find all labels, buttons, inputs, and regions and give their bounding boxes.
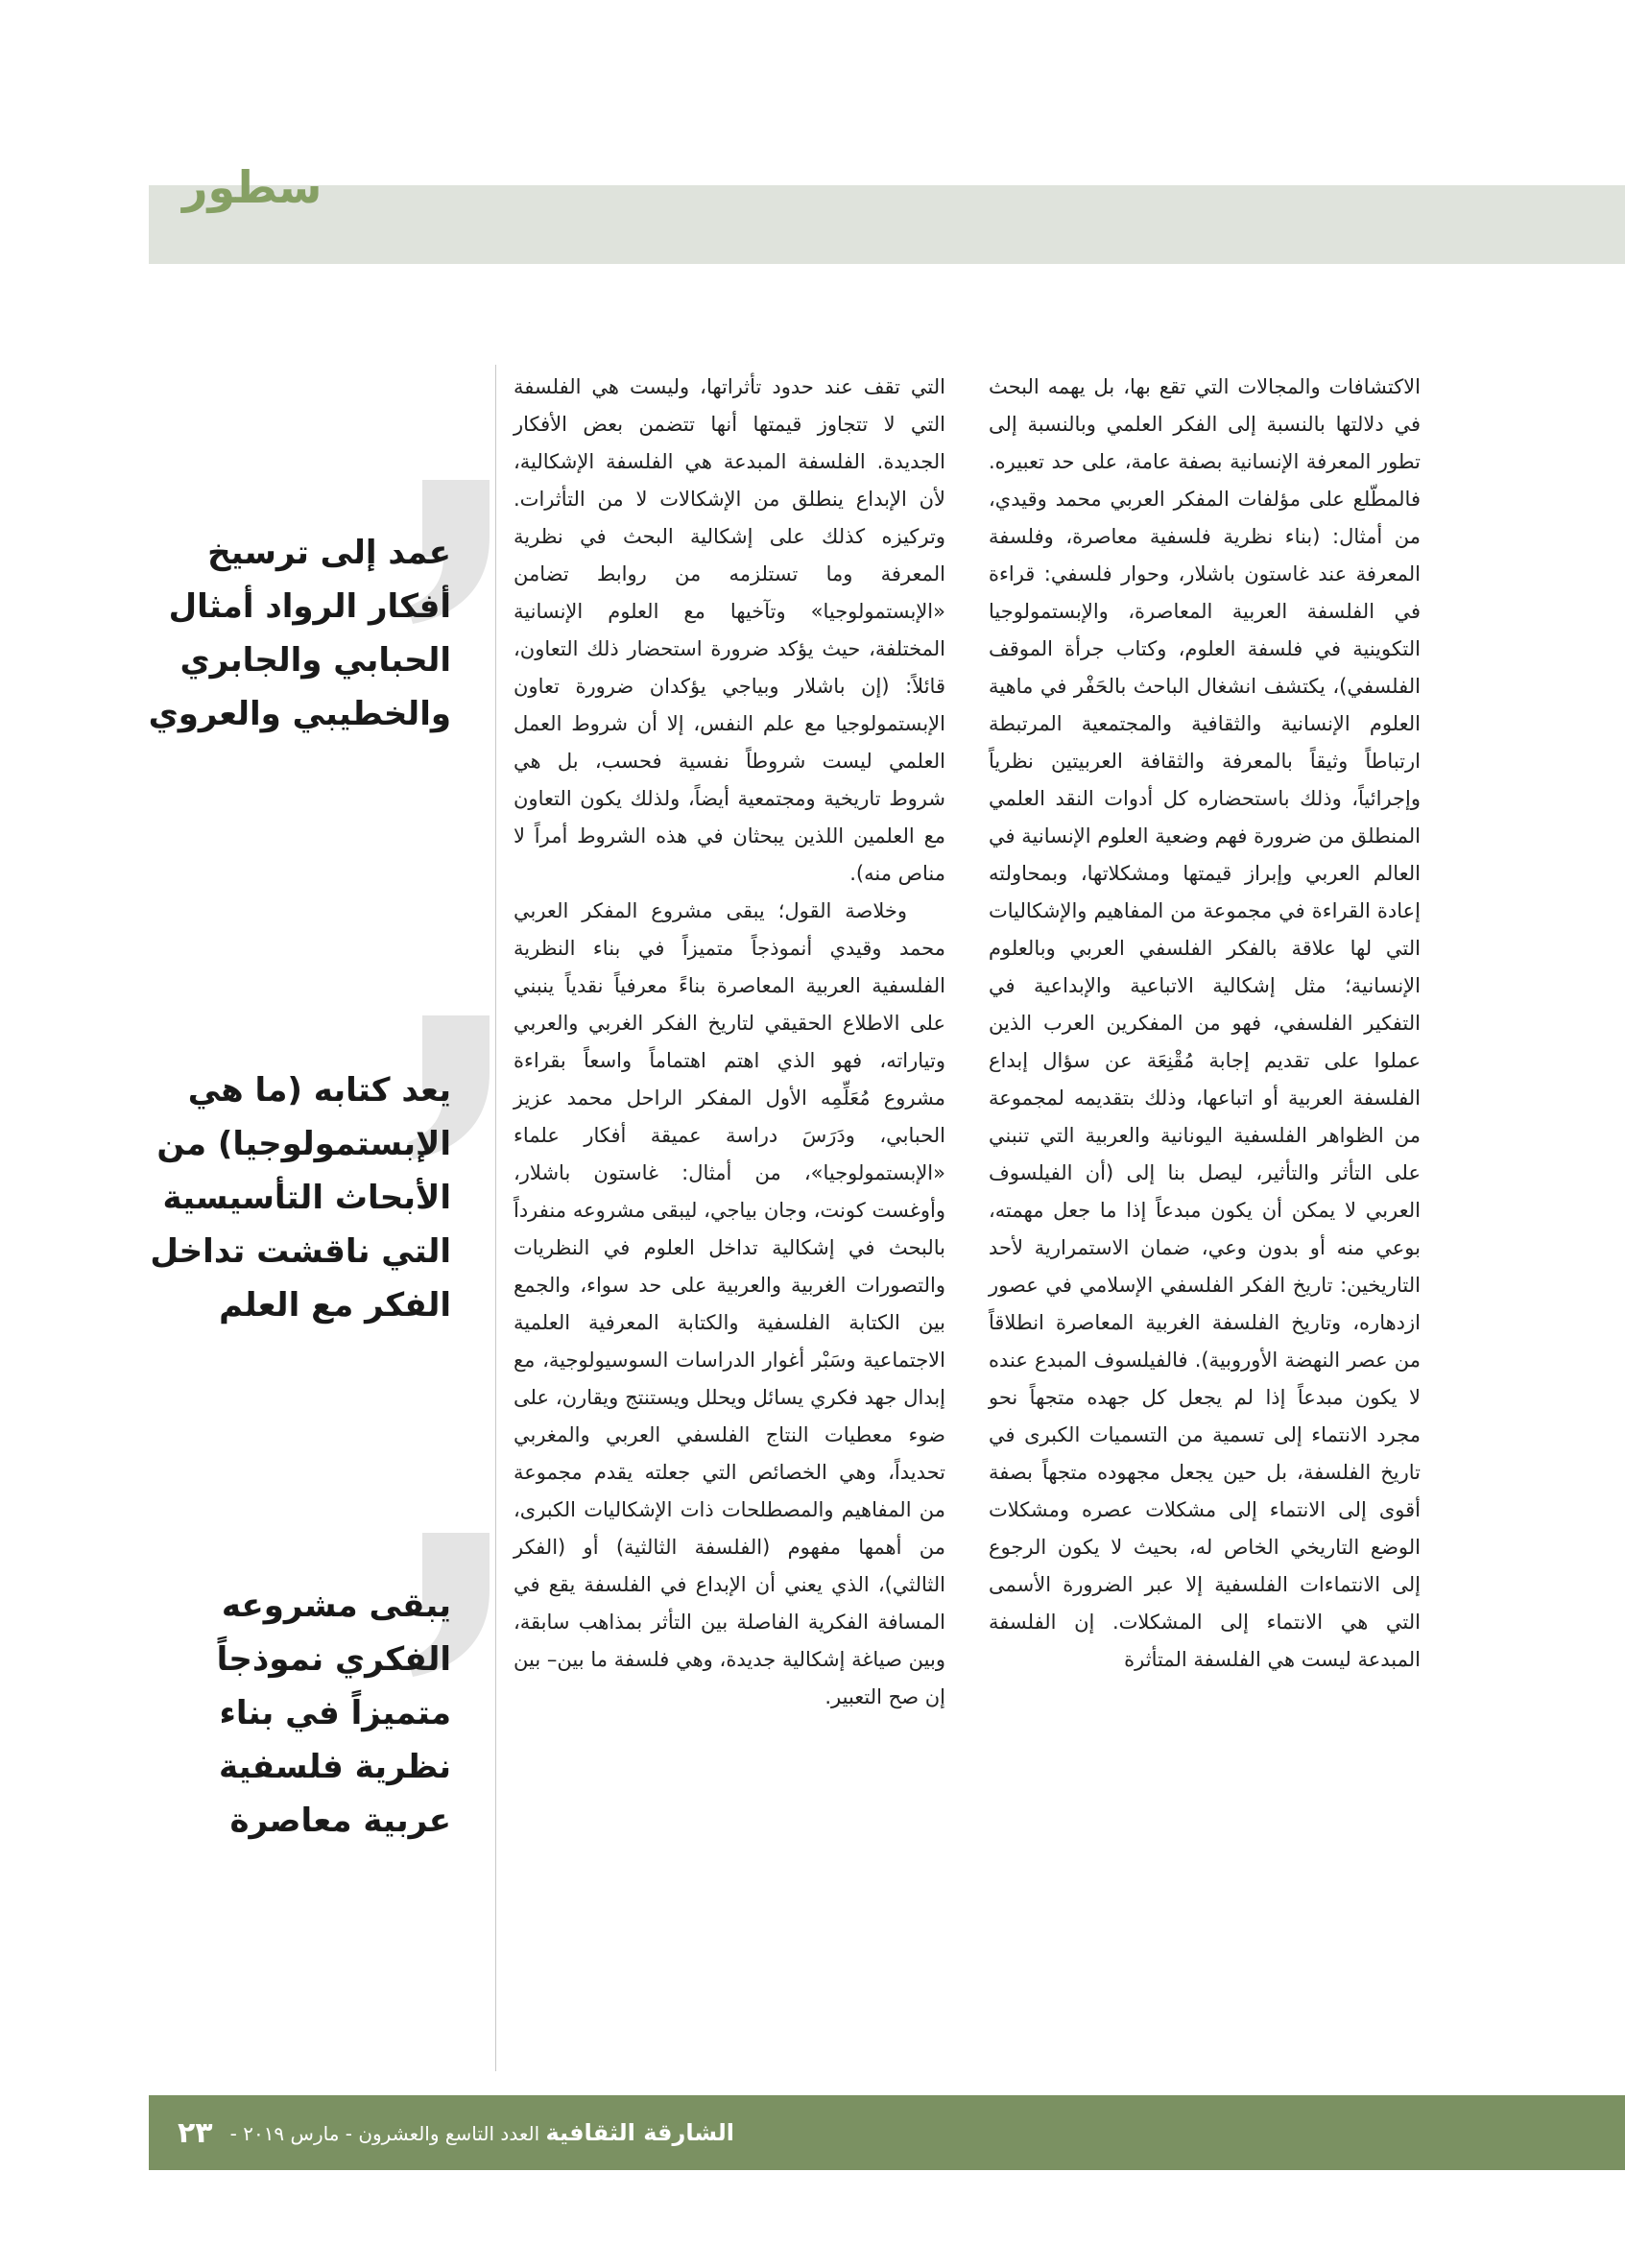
article-column-middle bbox=[514, 369, 945, 1716]
paragraph: التي تقف عند حدود تأثراتها، وليست هي الفلسفة التي لا تتجاوز قيمتها أنها تتضمن بعض الأفكار الجديدة. الفلسفة المبدعة هي الفلسفة الإشكالية، لأن الإبداع ينطلق من الإشكالات لا من التأثرات. وتركيزه كذلك على إشكالية البحث في نظرية المعرفة وما تستلزمه من روابط تضامن «الإبستمولوجيا» وتآخيها مع العلوم الإنسانية المختلفة، حيث يؤكد ضرورة استحضار ذلك التعاون، قائلاً: (إن باشلار وبياجي يؤكدان ضرورة تعاون الإبستمولوجيا مع علم النفس، إلا أن شروط العمل العلمي ليست شروطاً نفسية فحسب، بل هي شروط تاريخية ومجتمعية أيضاً، ولذلك يكون التعاون مع العلمين اللذين يبحثان في هذه الشروط أمراً لا مناص منه). bbox=[514, 375, 945, 885]
issue-info bbox=[230, 2119, 734, 2146]
pull-quote: عمد إلى ترسيخ أفكار الرواد أمثال الحبابي والجابري والخطيبي والعروي bbox=[148, 534, 451, 733]
paragraph: وخلاصة القول؛ يبقى مشروع المفكر العربي محمد وقيدي أنموذجاً متميزاً في بناء النظرية الفلسفية العربية المعاصرة بناءً معرفياً نقدياً ينبني على الاطلاع الحقيقي لتاريخ الفكر الغربي والعربي وتياراته، فهو الذي اهتم اهتماماً واسعاً بقراءة مشروع مُعَلِّمِه الأول المفكر الراحل محمد عزيز الحبابي، ودَرَسَ دراسة عميقة أفكار علماء «الإبستمولوجيا»، من أمثال: غاستون باشلار، وأوغست كونت، وجان بياجي، ليبقى مشروعه منفرداً بالبحث في إشكالية تداخل العلوم في النظريات والتصورات الغربية والعربية على حد سواء، والجمع بين الكتابة الفلسفية والكتابة المعرفية العلمية الاجتماعية وسَبْر أغوار الدراسات السوسيولوجية، مع إبدال جهد فكري يسائل ويحلل ويستنتج ويقارن، على ضوء معطيات النتاج الفلسفي العربي والمغربي تحديداً، وهي الخصائص التي جعلته يقدم مجموعة من المفاهيم والمصطلحات ذات الإشكاليات الكبرى، من أهمها مفهوم (الفلسفة الثالثية) أو (الفكر الثالثي)، الذي يعني أن الإبداع في الفلسفة يقع في المسافة الفكرية الفاصلة بين التأثر بمذاهب سابقة، وبين صياغة إشكالية جديدة، وهي فلسفة ما بين– بين إن صح التعبير. bbox=[514, 899, 945, 1708]
pull-quote: يبقى مشروعه الفكري نموذجاً متميزاً في بناء نظرية فلسفية عربية معاصرة bbox=[216, 1587, 451, 1840]
issue-date: العدد التاسع والعشرون - مارس ٢٠١٩ - bbox=[229, 2122, 540, 2145]
section-title: سطور bbox=[182, 161, 323, 213]
article-column-right bbox=[989, 369, 1421, 1679]
column-divider bbox=[495, 365, 496, 2071]
paragraph: الاكتشافات والمجالات التي تقع بها، بل يهمه البحث في دلالتها بالنسبة إلى الفكر العلمي وبالنسبة إلى تطور المعرفة الإنسانية بصفة عامة، على حد تعبيره. فالمطّلع على مؤلفات المفكر العربي محمد وقيدي، من أمثال: (بناء نظرية فلسفية معاصرة، وفلسفة المعرفة عند غاستون باشلار، وحوار فلسفي: قراءة في الفلسفة العربية المعاصرة، والإبستمولوجيا التكوينية في فلسفة العلوم، وكتاب جرأة الموقف الفلسفي)، يكتشف انشغال الباحث بالحَفْر في ماهية العلوم الإنسانية والثقافية والمجتمعية المرتبطة ارتباطاً وثيقاً بالمعرفة والثقافة العربيتين نظرياً وإجرائياً، وذلك باستحضاره كل أدوات النقد العلمي المنطلق من ضرورة فهم وضعية العلوم الإنسانية في العالم العربي وإبراز قيمتها ومشكلاتها، وبمحاولته إعادة القراءة في مجموعة من المفاهيم والإشكاليات التي لها علاقة بالفكر الفلسفي العربي وبالعلوم الإنسانية؛ مثل إشكالية الاتباعية والإبداعية في التفكير الفلسفي، فهو من المفكرين العرب الذين عملوا على تقديم إجابة مُقْنِعَة عن سؤال إبداع الفلسفة العربية أو اتباعها، وذلك بتقديمه لمجموعة من الظواهر الفلسفية اليونانية والعربية التي تنبني على التأثر والتأثير، ليصل بنا إلى (أن الفيلسوف العربي لا يمكن أن يكون مبدعاً إذا ما جعل مهمته، بوعي منه أو بدون وعي، ضمان الاستمرارية لأحد التاريخين: تاريخ الفكر الفلسفي الإسلامي في عصور ازدهاره، وتاريخ الفلسفة الغربية المعاصرة انطلاقاً من عصر النهضة الأوروبية). فالفيلسوف المبدع عنده لا يكون مبدعاً إذا لم يجعل كل جهده متجهاً نحو مجرد الانتماء إلى تسمية من التسميات الكبرى في تاريخ الفلسفة، بل حين يجعل مجهوده متجهاً بصفة أقوى إلى الانتماء إلى مشكلات عصره ومشكلات الوضع التاريخي الخاص له، بحيث لا يكون الرجوع إلى الانتماءات الفلسفية إلا عبر الضرورة الأسمى التي هي الانتماء إلى المشكلات. إن الفلسفة المبدعة ليست هي الفلسفة المتأثرة bbox=[989, 375, 1421, 1671]
pull-quote: يعد كتابه (ما هي الإبستمولوجيا) من الأبحاث التأسيسية التي ناقشت تداخل الفكر مع العلم bbox=[150, 1071, 451, 1325]
header-band bbox=[149, 185, 1625, 264]
page-number: ٢٣ bbox=[178, 2115, 213, 2150]
magazine-name: الشارقة الثقافية bbox=[545, 2119, 734, 2146]
footer-band bbox=[149, 2095, 1625, 2170]
